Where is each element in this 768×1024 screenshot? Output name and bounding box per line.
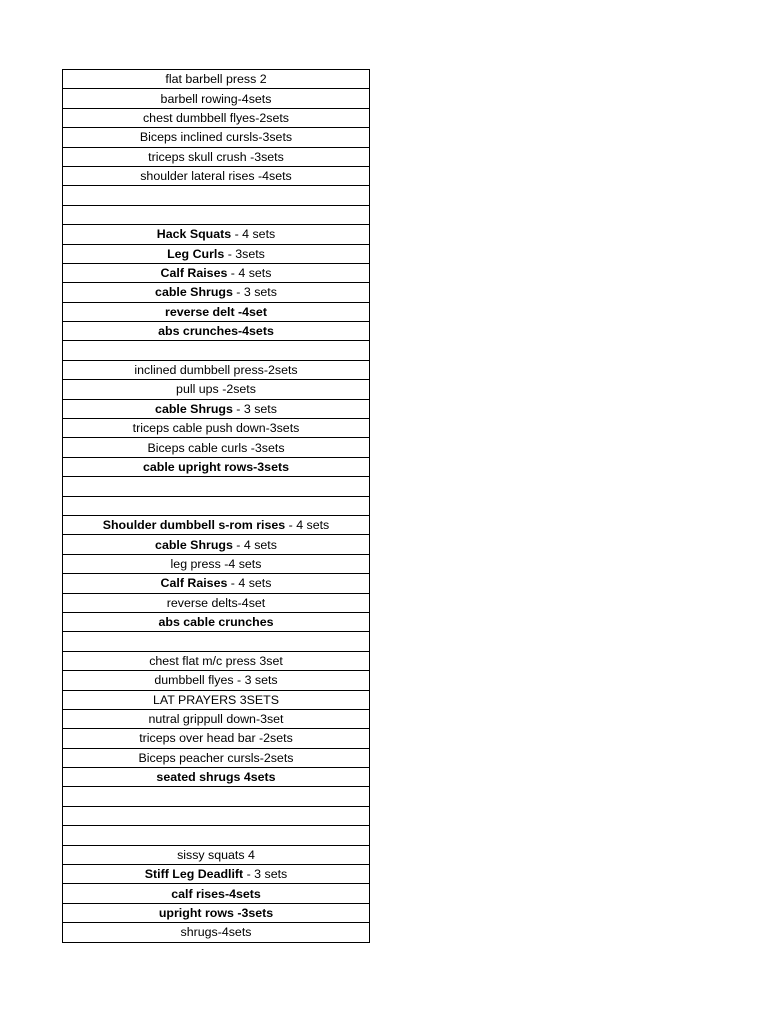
exercise-text: chest flat m/c press 3set (149, 653, 283, 668)
table-cell[interactable] (63, 768, 370, 787)
table-cell[interactable] (63, 690, 370, 709)
table-cell[interactable] (63, 806, 370, 825)
exercise-name-bold: cable Shrugs (155, 285, 233, 300)
table-cell[interactable] (63, 186, 370, 205)
table-row (63, 322, 370, 341)
table-row (63, 457, 370, 476)
table-row (63, 574, 370, 593)
exercise-text: nutral grippull down-3set (148, 712, 284, 727)
exercise-text: shoulder lateral rises -4sets (140, 169, 292, 184)
table-row (63, 865, 370, 884)
exercise-name-bold: calf rises-4sets (171, 886, 261, 901)
table-cell[interactable] (63, 341, 370, 360)
table-cell[interactable] (63, 70, 370, 89)
table-cell[interactable] (63, 671, 370, 690)
exercise-text: - 3 sets (232, 285, 277, 300)
table-cell[interactable] (63, 322, 370, 341)
table-row (63, 244, 370, 263)
table-row (63, 477, 370, 496)
table-cell[interactable] (63, 574, 370, 593)
table-row (63, 729, 370, 748)
table-cell[interactable] (63, 903, 370, 922)
exercise-name-bold: upright rows -3sets (158, 905, 274, 920)
table-cell[interactable] (63, 166, 370, 185)
workout-table (62, 69, 370, 943)
exercise-text: triceps skull crush -3sets (148, 149, 284, 164)
table-cell[interactable] (63, 244, 370, 263)
table-row (63, 845, 370, 864)
exercise-text: - 4 sets (227, 576, 272, 591)
table-row (63, 128, 370, 147)
exercise-text: - 3 sets (232, 401, 277, 416)
table-cell[interactable] (63, 438, 370, 457)
table-cell[interactable] (63, 709, 370, 728)
exercise-name-bold: cable upright rows-3sets (143, 460, 289, 474)
exercise-text: - 4 sets (227, 266, 272, 281)
exercise-text: Biceps cable curls -3sets (147, 440, 285, 455)
table-row (63, 806, 370, 825)
table-row (63, 884, 370, 903)
table-cell[interactable] (63, 496, 370, 515)
table-cell[interactable] (63, 360, 370, 379)
table-cell[interactable] (63, 923, 370, 942)
exercise-name-bold: cable Shrugs (155, 537, 233, 552)
table-row (63, 399, 370, 418)
exercise-text: dumbbell flyes - 3 sets (154, 673, 278, 688)
table-cell[interactable] (63, 729, 370, 748)
table-cell[interactable] (63, 535, 370, 554)
exercise-text: - 4 sets (231, 227, 276, 242)
exercise-text: barbell rowing-4sets (160, 91, 272, 106)
table-cell[interactable] (63, 593, 370, 612)
table-row (63, 70, 370, 89)
table-cell[interactable] (63, 399, 370, 418)
table-cell[interactable] (63, 205, 370, 224)
table-row (63, 225, 370, 244)
exercise-text: triceps cable push down-3sets (132, 421, 300, 436)
table-cell[interactable] (63, 147, 370, 166)
table-row (63, 108, 370, 127)
table-cell[interactable] (63, 884, 370, 903)
table-row (63, 341, 370, 360)
exercise-text: - 4 sets (232, 537, 277, 552)
table-row (63, 787, 370, 806)
exercise-text: Biceps inclined cursls-3sets (139, 130, 293, 145)
exercise-text: sissy squats 4 (177, 847, 255, 862)
table-cell[interactable] (63, 263, 370, 282)
table-row (63, 748, 370, 767)
exercise-name-bold: Calf Raises (160, 576, 228, 591)
exercise-name-bold: Calf Raises (160, 266, 228, 281)
table-cell[interactable] (63, 787, 370, 806)
table-cell[interactable] (63, 477, 370, 496)
table-row (63, 186, 370, 205)
table-cell[interactable] (63, 457, 370, 476)
table-row (63, 89, 370, 108)
exercise-name-bold: Hack Squats (156, 227, 232, 242)
table-row (63, 283, 370, 302)
table-cell[interactable] (63, 515, 370, 534)
table-row (63, 826, 370, 845)
exercise-text: triceps over head bar -2sets (139, 731, 293, 746)
table-row (63, 535, 370, 554)
workout-table-body (63, 70, 370, 943)
exercise-text: pull ups -2sets (176, 382, 256, 397)
exercise-text: LAT PRAYERS 3SETS (152, 692, 280, 707)
table-row (63, 205, 370, 224)
table-row (63, 380, 370, 399)
table-cell[interactable] (63, 283, 370, 302)
table-row (63, 360, 370, 379)
table-cell[interactable] (63, 554, 370, 573)
table-cell[interactable] (63, 612, 370, 631)
table-row (63, 496, 370, 515)
exercise-text: chest dumbbell flyes-2sets (142, 110, 289, 125)
table-row (63, 147, 370, 166)
table-cell[interactable] (63, 380, 370, 399)
exercise-text: shrugs-4sets (180, 925, 252, 940)
table-row (63, 612, 370, 631)
table-row (63, 419, 370, 438)
table-row (63, 302, 370, 321)
table-row (63, 709, 370, 728)
table-row (63, 263, 370, 282)
table-cell[interactable] (63, 865, 370, 884)
table-row (63, 515, 370, 534)
exercise-name-bold: Shoulder dumbbell s-rom rises (102, 518, 286, 533)
table-cell[interactable] (63, 845, 370, 864)
table-row (63, 593, 370, 612)
exercise-text: inclined dumbbell press-2sets (134, 363, 298, 378)
exercise-text: - 3sets (224, 246, 265, 261)
exercise-name-bold: reverse delt -4set (165, 304, 267, 319)
table-row (63, 671, 370, 690)
table-row (63, 632, 370, 651)
exercise-text: - 3 sets (243, 867, 288, 882)
table-cell[interactable] (63, 128, 370, 147)
exercise-text: reverse delts-4set (166, 595, 266, 610)
table-cell[interactable] (63, 748, 370, 767)
table-cell[interactable] (63, 419, 370, 438)
exercise-name-bold: Leg Curls (167, 246, 225, 261)
table-cell[interactable] (63, 632, 370, 651)
exercise-text: leg press -4 sets (170, 556, 262, 571)
table-row (63, 651, 370, 670)
exercise-name-bold: cable Shrugs (155, 401, 233, 416)
table-cell[interactable] (63, 302, 370, 321)
table-cell[interactable] (63, 108, 370, 127)
exercise-name-bold: seated shrugs 4sets (156, 770, 276, 785)
exercise-name-bold: abs crunches-4sets (158, 324, 274, 339)
table-cell[interactable] (63, 89, 370, 108)
table-row (63, 923, 370, 942)
exercise-text: - 4 sets (285, 518, 330, 533)
exercise-name-bold: abs cable crunches (158, 615, 274, 630)
table-row (63, 903, 370, 922)
table-row (63, 768, 370, 787)
table-cell[interactable] (63, 651, 370, 670)
exercise-name-bold: Stiff Leg Deadlift (144, 867, 244, 882)
table-row (63, 554, 370, 573)
table-row (63, 438, 370, 457)
table-cell[interactable] (63, 225, 370, 244)
table-row (63, 690, 370, 709)
exercise-text: flat barbell press 2 (165, 72, 267, 87)
table-row (63, 166, 370, 185)
exercise-text: Biceps peacher cursls-2sets (138, 750, 294, 765)
table-cell[interactable] (63, 826, 370, 845)
